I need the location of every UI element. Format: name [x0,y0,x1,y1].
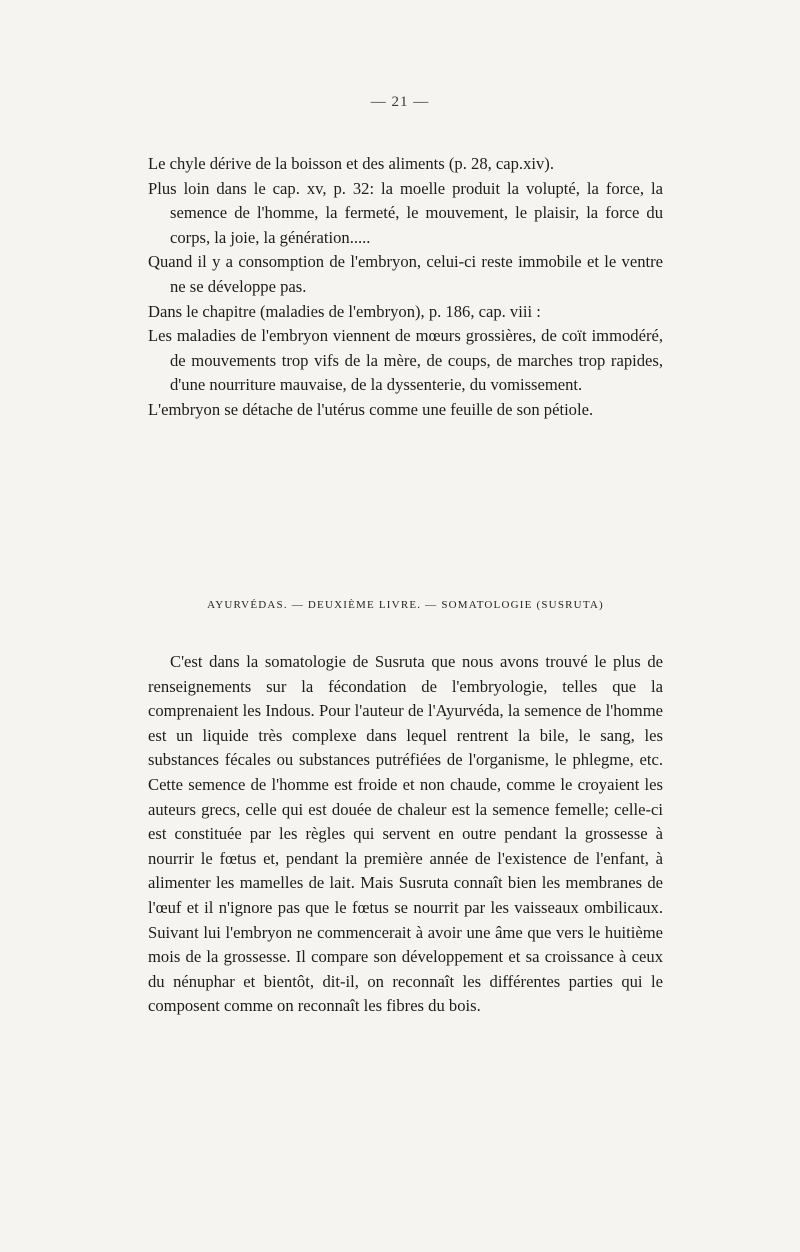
text-block-upper [148,152,663,423]
text-block-lower [148,650,663,1019]
section-heading: AYURVÉDAS. — DEUXIÈME LIVRE. — SOMATOLOGIE (SUSRUTA) [207,599,604,611]
paragraph: Plus loin dans le cap. xv, p. 32: la moelle produit la volupté, la force, la semence de l'homme, la fermeté, le mouvement, le plaisir, la force du corps, la joie, la génération..... [148,178,663,247]
paragraph: C'est dans la somatologie de Susruta que nous avons trouvé le plus de renseignements sur la fécondation de l'embryologie, telles que la comprenaient les Indous. Pour l'auteur de l'Ayurvéda, la semence de l'homme est un liquide très complexe dans lequel rentrent la bile, le sang, les substances fécales ou substances putréfiées de l'organisme, le phlegme, etc. Cette semence de l'homme est froide et non chaude, comme le croyaient les auteurs grecs, celle qui est douée de chaleur est la semence femelle; celle-ci est constituée par les règles qui servent en outre pendant la grossesse à nourrir le fœtus et, pendant la première année de l'existence de l'enfant, à alimenter les mamelles de lait. Mais Susruta connaît bien les membranes de l'œuf et il n'ignore pas que le fœtus se nourrit par les vaisseaux ombilicaux. Suivant lui l'embryon ne commencerait à avoir une âme que vers le huitième mois de la grossesse. Il compare son développement et sa croissance à ceux du nénuphar et bientôt, dit-il, on reconnaît les différentes parties qui le composent comme on reconnaît les fibres du bois. [148,652,663,1016]
paragraph: Le chyle dérive de la boisson et des aliments (p. 28, cap.xiv). [148,154,554,173]
paragraph: Quand il y a consomption de l'embryon, celui-ci reste immobile et le ventre ne se développe pas. [148,252,663,296]
page-number: — 21 — [370,94,430,110]
paragraph: Les maladies de l'embryon viennent de mœurs grossières, de coït immodéré, de mouvements trop vifs de la mère, de coups, de marches trop rapides, d'une nourriture mauvaise, de la dyssenterie, du vomissement. [148,326,663,395]
paragraph: Dans le chapitre (maladies de l'embryon), p. 186, cap. viii : [148,301,541,321]
paragraph: L'embryon se détache de l'utérus comme une feuille de son pétiole. [148,399,594,419]
